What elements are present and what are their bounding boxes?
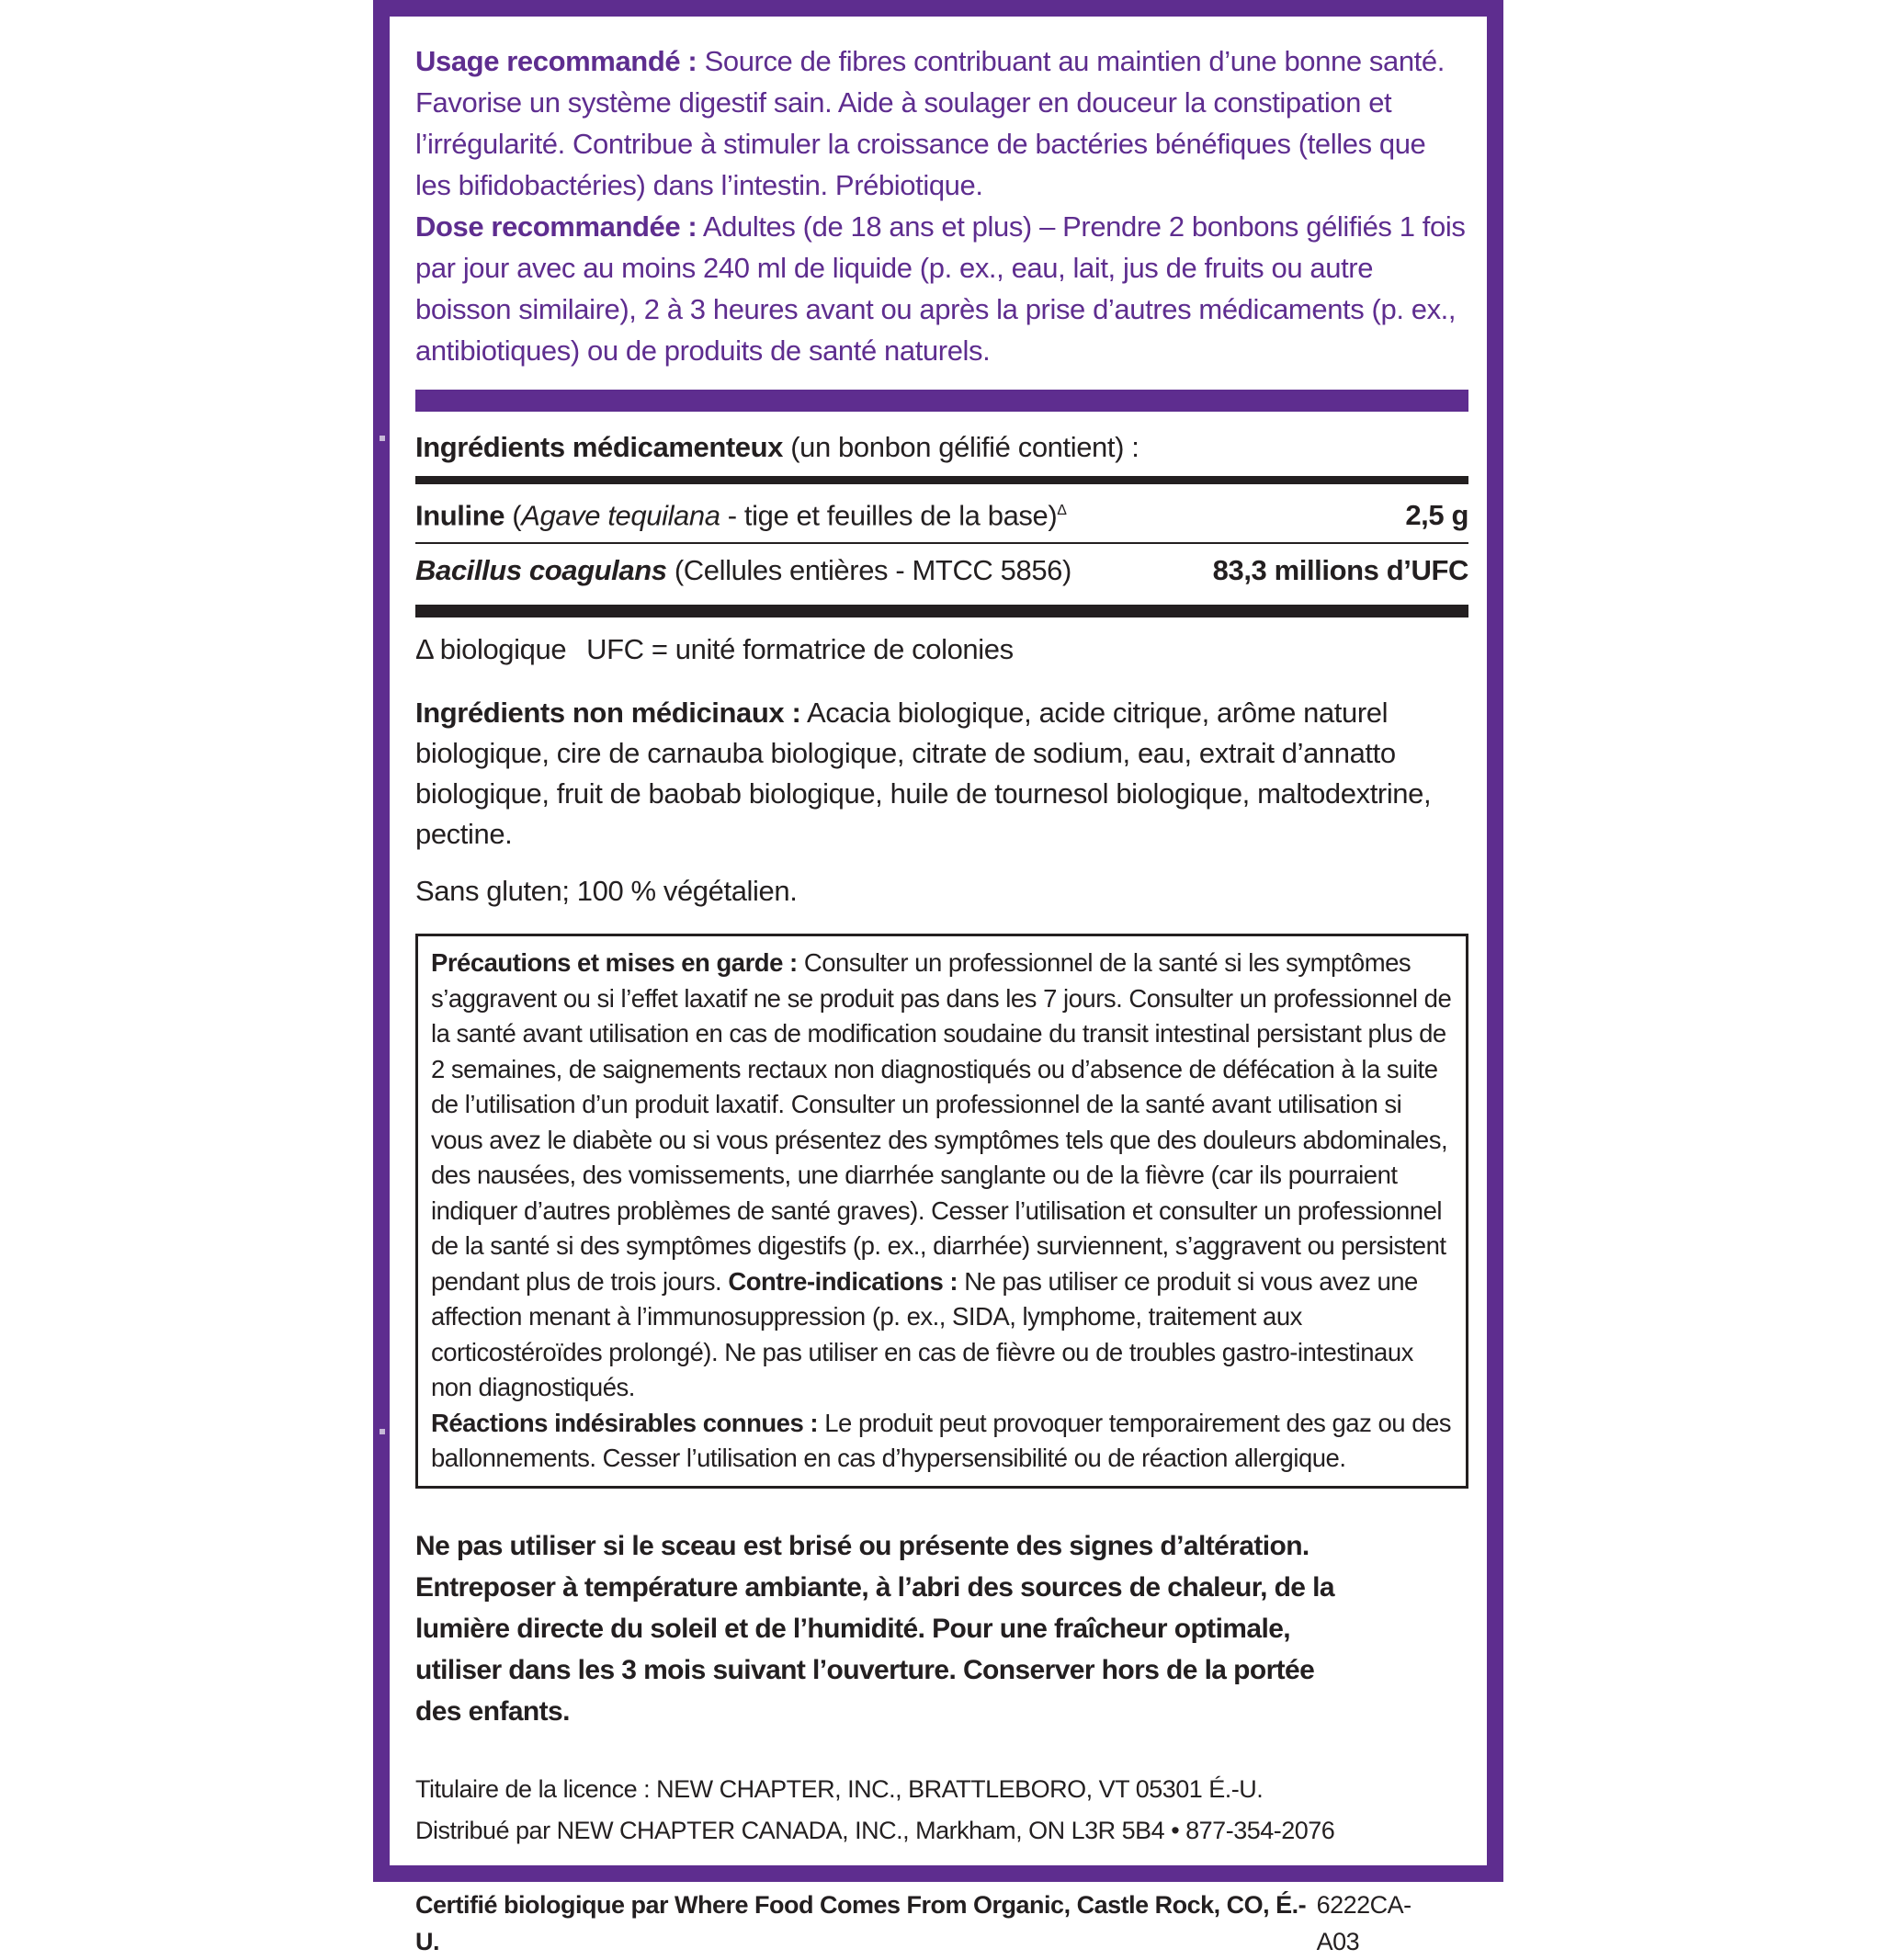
table-bottom-rule bbox=[415, 605, 1468, 617]
edge-mark bbox=[380, 1429, 385, 1434]
table-top-rule bbox=[415, 476, 1468, 484]
contraindications-label: Contre-indications : bbox=[728, 1266, 958, 1296]
ingredient-detail: (Cellules entières - MTCC 5856) bbox=[674, 554, 1071, 587]
contraindications-text: Ne pas utiliser ce produit si vous avez une affection menant à l’immunosuppression (p. ex., SIDA, lymphome, traitement aux corticostéroïdes prolongé). Ne pas utiliser en cas de fièvre ou de troubles gastro-intestinaux non diagnostiqués. bbox=[431, 1266, 1418, 1402]
organic-mark: Δ bbox=[1057, 503, 1067, 518]
usage-text: Source de fibres contribuant au maintien d’une bonne santé. Favorise un système digestif sain. Aide à soulager en douceur la constipation et l’irrégularité. Contribue à stimuler la croissance de bactéries bénéfiques (telles que les bifidobactéries) dans l’intestin. Prébiotique. bbox=[415, 45, 1445, 201]
ingredient-title: Inuline bbox=[415, 499, 505, 532]
adverse-reactions-text: Le produit peut provoquer temporairement des gaz ou des ballonnements. Cesser l’utilisation en cas d’hypersensibilité ou de réaction allergique. bbox=[431, 1408, 1452, 1473]
non-medicinal-text: Acacia biologique, acide citrique, arôme naturel biologique, cire de carnauba biologique, citrate de sodium, eau, extrait d’annatto biologique, fruit de baobab biologique, huile de tournesol biologique, maltodextrine, pectine. bbox=[415, 697, 1432, 851]
medicinal-heading bbox=[415, 428, 1468, 467]
legend bbox=[415, 630, 1468, 669]
usage-paragraph bbox=[415, 40, 1468, 206]
section-divider-bar bbox=[415, 390, 1468, 412]
ingredient-row bbox=[415, 544, 1468, 597]
precautions-label: Précautions et mises en garde : bbox=[431, 948, 798, 978]
warnings-box bbox=[415, 934, 1468, 1489]
label-content bbox=[415, 40, 1468, 1960]
product-code: 6222CA-A03 bbox=[1316, 1890, 1412, 1955]
ingredient-latin: Agave tequilana bbox=[521, 499, 720, 532]
license-info bbox=[415, 1769, 1468, 1852]
license-holder: Titulaire de la licence : NEW CHAPTER, INC., BRATTLEBORO, VT 05301 É.-U. bbox=[415, 1774, 1264, 1803]
distributor: Distribué par NEW CHAPTER CANADA, INC., Markham, ON L3R 5B4 • 877-354-2076 bbox=[415, 1816, 1335, 1844]
precautions-text: Consulter un professionnel de la santé si les symptômes s’aggravent ou si l’effet laxatif ne se produit pas dans les 7 jours. Consulter un professionnel de la santé avant utilisation en cas de modification soudaine du transit intestinal persistant plus de 2 semaines, de saignements rectaux non diagnostiqués ou d’absence de défécation à la suite de l’utilisation d’un produit laxatif. Consulter un professionnel de la santé avant utilisation si vous avez le diabète ou si vous présentez des symptômes tels que des douleurs abdominales, des nausées, des vomissements, une diarrhée sanglante ou de la fièvre (car ils pourraient indiquer d’autres problèmes de santé graves). Cesser l’utilisation et consulter un professionnel de la santé si des symptômes digestifs (p. ex., diarrhée) surviennent, s’aggravent ou persistent pendant plus de trois jours. bbox=[431, 948, 1452, 1296]
edge-mark bbox=[380, 436, 385, 441]
dose-label: Dose recommandée : bbox=[415, 210, 697, 243]
ingredient-name bbox=[415, 544, 1071, 597]
dose-paragraph bbox=[415, 206, 1468, 371]
non-medicinal-ingredients bbox=[415, 693, 1468, 855]
dose-text: Adultes (de 18 ans et plus) – Prendre 2 bonbons gélifiés 1 fois par jour avec au moins 240 ml de liquide (p. ex., eau, lait, jus de fruits ou autre boisson similaire), 2 à 3 heures avant ou après la prise d’autres médicaments (p. ex., antibiotiques) ou de produits de santé naturels. bbox=[415, 210, 1466, 367]
usage-label: Usage recommandé : bbox=[415, 45, 697, 77]
ingredient-name: Inuline (Agave tequilana - tige et feuilles de la base)$^\Delta$ bbox=[415, 499, 1067, 532]
storage-instructions bbox=[415, 1525, 1468, 1732]
organic-legend: Δ biologique bbox=[415, 633, 567, 666]
organic-certification: Certifié biologique par Where Food Comes From Organic, Castle Rock, CO, É.-U. bbox=[415, 1890, 1307, 1955]
storage-text: Entreposer à température ambiante, à l’abri des sources de chaleur, de la lumière directe du soleil et de l’humidité. Pour une fraîcheur optimale, utiliser dans les 3 mois suivant l’ouverture. Conserver hors de la portée des enfants. bbox=[415, 1571, 1334, 1727]
ufc-legend: UFC = unité formatrice de colonies bbox=[586, 633, 1014, 666]
medicinal-heading-label: Ingrédients médicamenteux bbox=[415, 431, 784, 463]
certification-line bbox=[415, 1886, 1468, 1960]
gluten-free-note: Sans gluten; 100 % végétalien. bbox=[415, 875, 798, 908]
medicinal-heading-note: (un bonbon gélifié contient) : bbox=[790, 431, 1139, 463]
ingredient-row bbox=[415, 484, 1468, 542]
ingredient-amount: 83,3 millions d’UFC bbox=[1212, 554, 1468, 587]
seal-warning: Ne pas utiliser si le sceau est brisé ou présente des signes d’altération. bbox=[415, 1530, 1309, 1561]
ingredient-detail: - tige et feuilles de la base) bbox=[727, 499, 1058, 532]
usage-section bbox=[415, 40, 1468, 371]
non-medicinal-label: Ingrédients non médicinaux : bbox=[415, 697, 801, 730]
ingredient-amount: 2,5 g bbox=[1405, 499, 1468, 532]
ingredient-title: Bacillus coagulans bbox=[415, 554, 667, 587]
adverse-reactions-label: Réactions indésirables connues : bbox=[431, 1408, 819, 1437]
